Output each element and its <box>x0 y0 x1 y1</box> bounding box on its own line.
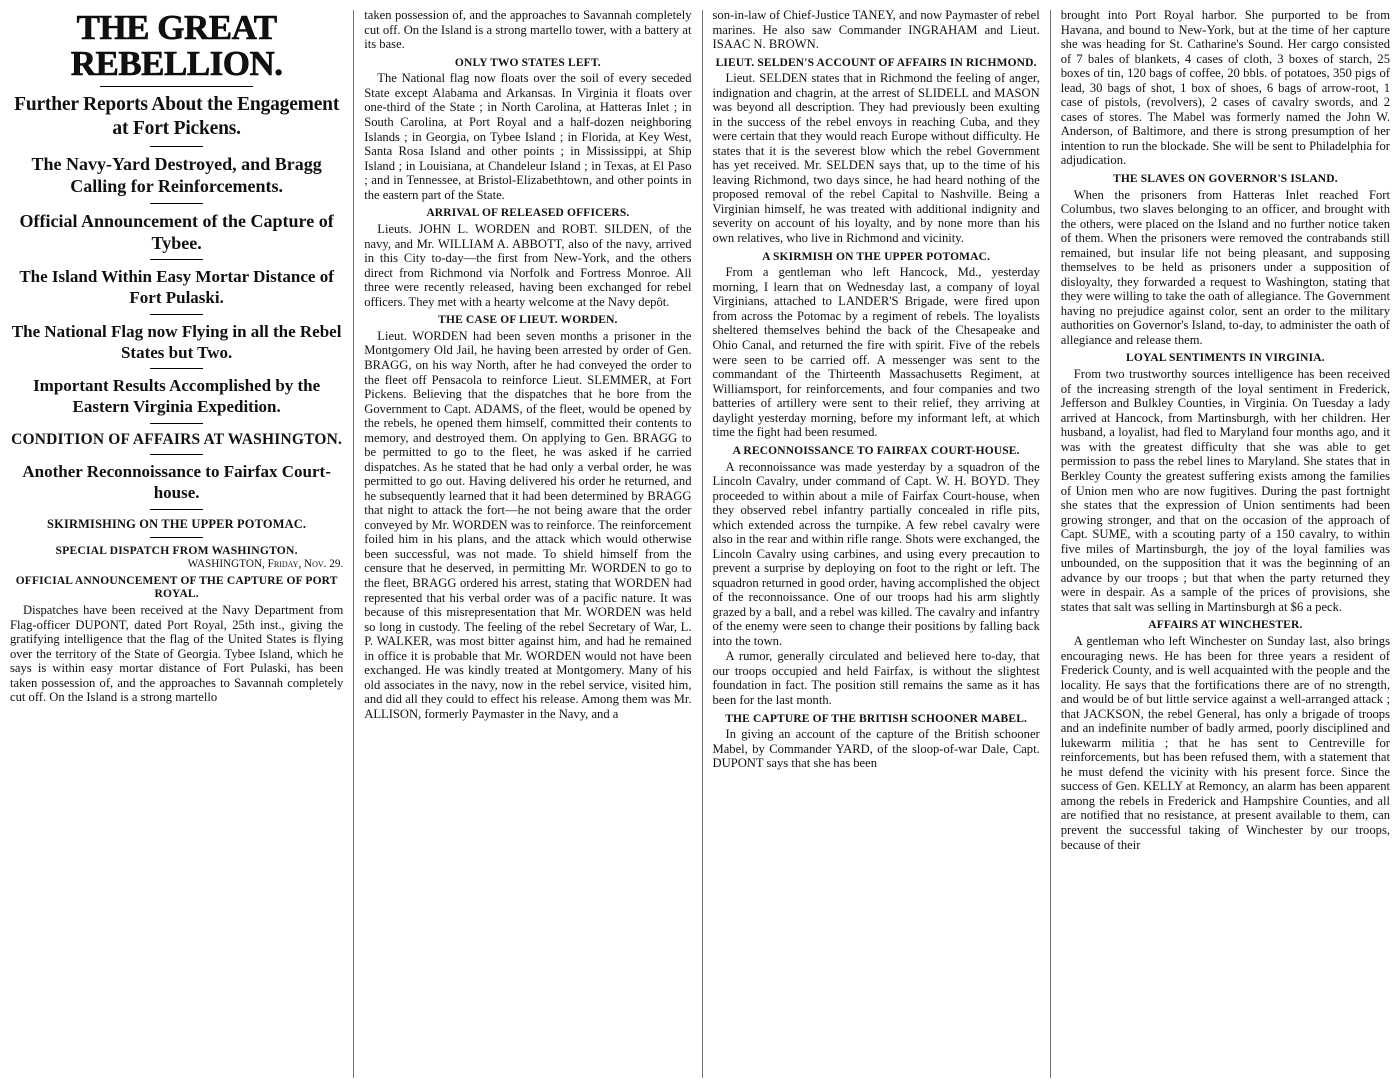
masthead-title: THE GREAT REBELLION. <box>70 8 283 83</box>
head-case-of-lieut-worden: THE CASE OF LIEUT. WORDEN. <box>438 314 618 327</box>
paragraph: From two trustworthy sources intelligence has been received of the increasing strength of the loyal sentiment in Frederick, Jefferson and Bulkley Counties, in Virginia. On Tuesday a lady arrived at Hancock, from Martinsburgh, with her children. Her husband, a loyalist, had fled to Maryland four months ago, and it was with the greatest difficulty that she was able to get permission to pass the rebel lines to Maryland. She states that in Berkley County the greatest suffering exists among the families of Union men who are now fugitives. During the past fortnight she states that the expression of Union sentiments had been growing stronger, and that on the occasion of the approach of Capt. SUME, with a scouting party of a 150 cavalry, to within five miles of Martinsburgh, the joy of the loyal families was unbounded, on the supposition that it was the beginning of an advance by our troops ; but that when the party returned they were in despair. As a sample of the prices of provisions, she states that salt was selling in Martinsburgh at $6 a peck. <box>1060 367 1390 614</box>
paragraph-continued: brought into Port Royal harbor. She purported to be from Havana, and bound to New-York, but at the time of her capture she was heading for St. Catharine's Sound. Her cargo consisted of 7 bales of blankets, 4 cases of cloth, 3 boxes of starch, 25 boxes of tin, 120 bags of coffee, 20 bbls. of potatoes, 350 pigs of lead, 30 bags of shot, 1 box of shoes, 6 bags of arrow-root, 1 case of pistols, (revolvers), 2 cases of cavalry swords, and 2 cases of stores. The Mabel was formerly named the John W. Anderson, of Baltimore, and there is strong presumption of her intention to run the blockade. She will be sent to Philadelphia for adjudication. <box>1060 8 1390 168</box>
head-only-two-states-left: ONLY TWO STATES LEFT. <box>454 56 601 69</box>
deck-3: Official Announcement of the Capture of Tybee. <box>19 210 334 253</box>
deck-1: Further Reports About the Engagement at Fort Pickens. <box>14 94 340 140</box>
paragraph-continued: son-in-law of Chief-Justice TANEY, and now Paymaster of rebel marines. He also saw Commander INGRAHAM and Lieut. ISAAC N. BROWN. <box>712 8 1040 52</box>
deck-6: Important Results Accomplished by the Eastern Virginia Expedition. <box>33 376 321 417</box>
head-arrival-of-released-officers: ARRIVAL OF RELEASED OFFICERS. <box>426 207 630 220</box>
head-skirmish-upper-potomac: A SKIRMISH ON THE UPPER POTOMAC. <box>762 250 991 263</box>
paragraph: Lieut. SELDEN states that in Richmond the feeling of anger, indignation and chagrin, at the arrest of SLIDELL and MASON was beyond all description. They had previously been exulting in the success of the rebel envoys in reaching Cuba, and they were certain that they would reach Europe without difficulty. He states that it is the severest blow which the rebel Government has yet received. Mr. SELDEN says that, up to the time of his leaving Richmond, two days since, he had heard nothing of the proposed removal of the rebel Capital to Nashville. Being a Virginian himself, he was treated with additional indignity and severity on account of his loyalty, and by none more than his own relatives, who live in Richmond and vicinity. <box>712 71 1040 245</box>
deck-9: SKIRMISHING ON THE UPPER POTOMAC. <box>47 516 307 531</box>
divider-rule <box>150 314 203 315</box>
deck-5: The National Flag now Flying in all the Rebel States but Two. <box>11 321 342 362</box>
dateline: WASHINGTON, Friday, Nov. 29. <box>187 557 344 570</box>
paragraph: A gentleman who left Winchester on Sunday last, also brings encouraging news. He has been for three years a resident of Frederick County, and is well acquainted with the people and the locality. He says that the fortifications there are of no strength, and would be of but little service against a well-arranged attack ; that JACKSON, the rebel General, has only a brigade of troops and an indefinite number of badly armed, poorly disciplined and lukewarm militia ; that he has sent to Centreville for reinforcements, but has been refused them, with a statement that he must defend the vicinity with his present force. Since the success of Gen. KELLY at Remoncy, an alarm has been apparent among the rebels in Frederick and Hampshire Counties, and all are notified that no resistance, at present available to them, can prevent the successful taking of Winchester by our troops, because of their <box>1060 634 1390 852</box>
head-reconnoissance-fairfax: A RECONNOISSANCE TO FAIRFAX COURT-HOUSE. <box>732 444 1020 457</box>
divider-rule <box>100 86 253 87</box>
divider-rule <box>150 537 203 538</box>
divider-rule <box>150 203 203 204</box>
subhead-official-announcement: OFFICIAL ANNOUNCEMENT OF THE CAPTURE OF PORT ROYAL. <box>15 574 338 601</box>
head-slaves-governors-island: THE SLAVES ON GOVERNOR'S ISLAND. <box>1113 172 1338 185</box>
deck-7: CONDITION OF AFFAIRS AT WASHINGTON. <box>11 430 343 448</box>
divider-rule <box>150 454 203 455</box>
head-affairs-at-winchester: AFFAIRS AT WINCHESTER. <box>1148 619 1303 632</box>
divider-rule <box>150 259 203 260</box>
column-3 <box>703 8 1050 1080</box>
paragraph: Lieut. WORDEN had been seven months a prisoner in the Montgomery Old Jail, he having been arrested by order of Gen. BRAGG, on his way North, after he had conveyed the order to the fleet off Pensacola to reinforce Lieut. SLEMMER, at Fort Pickens. Believing that the dispatches that he bore from the Government to Capt. ADAMS, of the fleet, would be opened by the rebels, he opened them himself, committed their contents to memory, and destroyed them. On applying to Gen. BRAGG to be permitted to go to the fleet, he was asked if he carried dispatches. As he stated that he had only a verbal order, he was permitted to go out. Having delivered his order he returned, and he subsequently learned that it had been determined by BRAGG that night to attack the fort—he not being aware that the order conveyed by Mr. WORDEN was to reinforce. The reinforcement foiled him in his plans, and the attack which would otherwise been successful, was not made. To shield himself from the censure that he deserved, in permitting Mr. WORDEN to go to the fleet, BRAGG ordered his arrest, stating that WORDEN had represented that his verbal order was of a pacific nature. It was because of this misrepresentation that Mr. WORDEN was held so long in custody. The feeling of the rebel Secretary of War, L. P. WALKER, was most bitter against him, and had he remained in office it is probable that Mr. WORDEN would not have been exchanged. He was kindly treated at Montgomery. Many of his old associates in the navy, now in the rebel service, visited him, and did all they could to effect his release. Among them was Mr. ALLISON, formerly Paymaster in the Navy, and a <box>364 328 692 721</box>
deck-8: Another Reconnoissance to Fairfax Court-house. <box>22 462 331 503</box>
section-head-special-dispatch: SPECIAL DISPATCH FROM WASHINGTON. <box>55 543 298 557</box>
paragraph: When the prisoners from Hatteras Inlet reached Fort Columbus, two slaves belonging to an officer, and brought with the others, were placed on the Island and no further notice taken of them. When the prisoners were removed the contrabands still remained, but insular life not being pleasant, and supposing themselves to be held as prisoners under a supposition of disloyalty, they forwarded a request to Washington, stating that they were willing to take the oath of allegiance. The Government having no prejudice against color, sent an order to the military authorities on Governor's Island, to-day, to administer the oath of allegiance and release them. <box>1060 187 1390 347</box>
head-capture-schooner-mabel: THE CAPTURE OF THE BRITISH SCHOONER MABEL. <box>725 712 1028 725</box>
head-loyal-sentiments-virginia: LOYAL SENTIMENTS IN VIRGINIA. <box>1126 352 1325 365</box>
divider-rule <box>150 146 203 147</box>
column-1 <box>10 8 353 1080</box>
deck-2: The Navy-Yard Destroyed, and Bragg Calling for Reinforcements. <box>31 153 322 197</box>
paragraph: Lieuts. JOHN L. WORDEN and ROBT. SILDEN, of the navy, and Mr. WILLIAM A. ABBOTT, also of the navy, arrived in this City to-day—the first from New-York, and the others direct from Richmond via Norfolk and Fortress Monroe. All three were recently released, having been exchanged for rebel officers. They met with a hearty welcome at the Navy depôt. <box>364 221 692 309</box>
head-selden-account: LIEUT. SELDEN'S ACCOUNT OF AFFAIRS IN RICHMOND. <box>715 56 1037 69</box>
column-4 <box>1051 8 1390 1080</box>
paragraph: A reconnoissance was made yesterday by a squadron of the Lincoln Cavalry, under command of Capt. W. H. BOYD. They proceeded to within about a mile of Fairfax Court-house, when they observed rebel infantry partially concealed in rifle pits, which extended across the turnpike. A few rebel cavalry were also in the rear and within rifle range. Shots were exchanged, the Lincoln Cavalry using carbines, and using every precaution to prevent a surprise by deploying on foot to the right or left. The squadron returned in good order, having accomplished the object of the reconnoissance. One of our troops had his arm slightly grazed by a ball, and a rebel was killed. The cavalry and infantry of the enemy were seen to change their positions by falling back into the town. <box>712 459 1040 648</box>
paragraph: From a gentleman who left Hancock, Md., yesterday morning, I learn that on Wednesday last, a company of loyal Virginians, attached to LANDER'S Brigade, were fired upon from across the Potomac by a regiment of rebels. The loyalists sheltered themselves behind the back of the Chesapeake and Ohio Canal, and returned the fire with spirit. Five of the rebels were seen to be carried off. A messenger was sent to the commandant of the Thirteenth Massachusetts Regiment, at Williamsport, for reinforcements, and four companies and two batteries of artillery were sent to their relief, they arriving at daylight yesterday morning, before my informant left, at which time the fight had been resumed. <box>712 265 1040 440</box>
paragraph: A rumor, generally circulated and believed here to-day, that our troops occupied and held Fairfax, is without the slightest foundation in fact. The position still remains the same as it has been for the last month. <box>712 649 1040 707</box>
divider-rule <box>150 368 203 369</box>
paragraph: In giving an account of the capture of the British schooner Mabel, by Commander YARD, of the sloop-of-war Dale, Capt. DUPONT says that she has been <box>712 727 1040 771</box>
divider-rule <box>150 509 203 510</box>
paragraph-continued: taken possession of, and the approaches to Savannah completely cut off. On the Island is a strong martello tower, with a battery at its base. <box>364 8 692 52</box>
divider-rule <box>150 423 203 424</box>
paragraph: Dispatches have been received at the Navy Department from Flag-officer DUPONT, dated Port Royal, 25th inst., giving the gratifying intelligence that the flag of the United States is flying over the territory of the State of Georgia. Tybee Island, which he says is within easy mortar distance of Fort Pulaski, has been taken possession of, and the approaches to Savannah completely cut off. On the Island is a strong martello <box>10 603 344 705</box>
deck-4: The Island Within Easy Mortar Distance of Fort Pulaski. <box>19 267 334 308</box>
paragraph: The National flag now floats over the soil of every seceded State except Alabama and Arkansas. In Virginia it floats over one-third of the State ; in North Carolina, at Hatteras Inlet ; in South Carolina, at Port Royal and a half-dozen neighboring Islands ; in Georgia, on Tybee Island ; in Florida, at Key West, Santa Rosa Island and other points ; in Mississippi, at Ship Island ; in Louisiana, at Chandeleur Island ; in Texas, at El Paso ; and in Tennessee, at Bristol-Elizabethtown, and other points in the eastern part of the State. <box>364 71 692 202</box>
column-2 <box>354 8 701 1080</box>
